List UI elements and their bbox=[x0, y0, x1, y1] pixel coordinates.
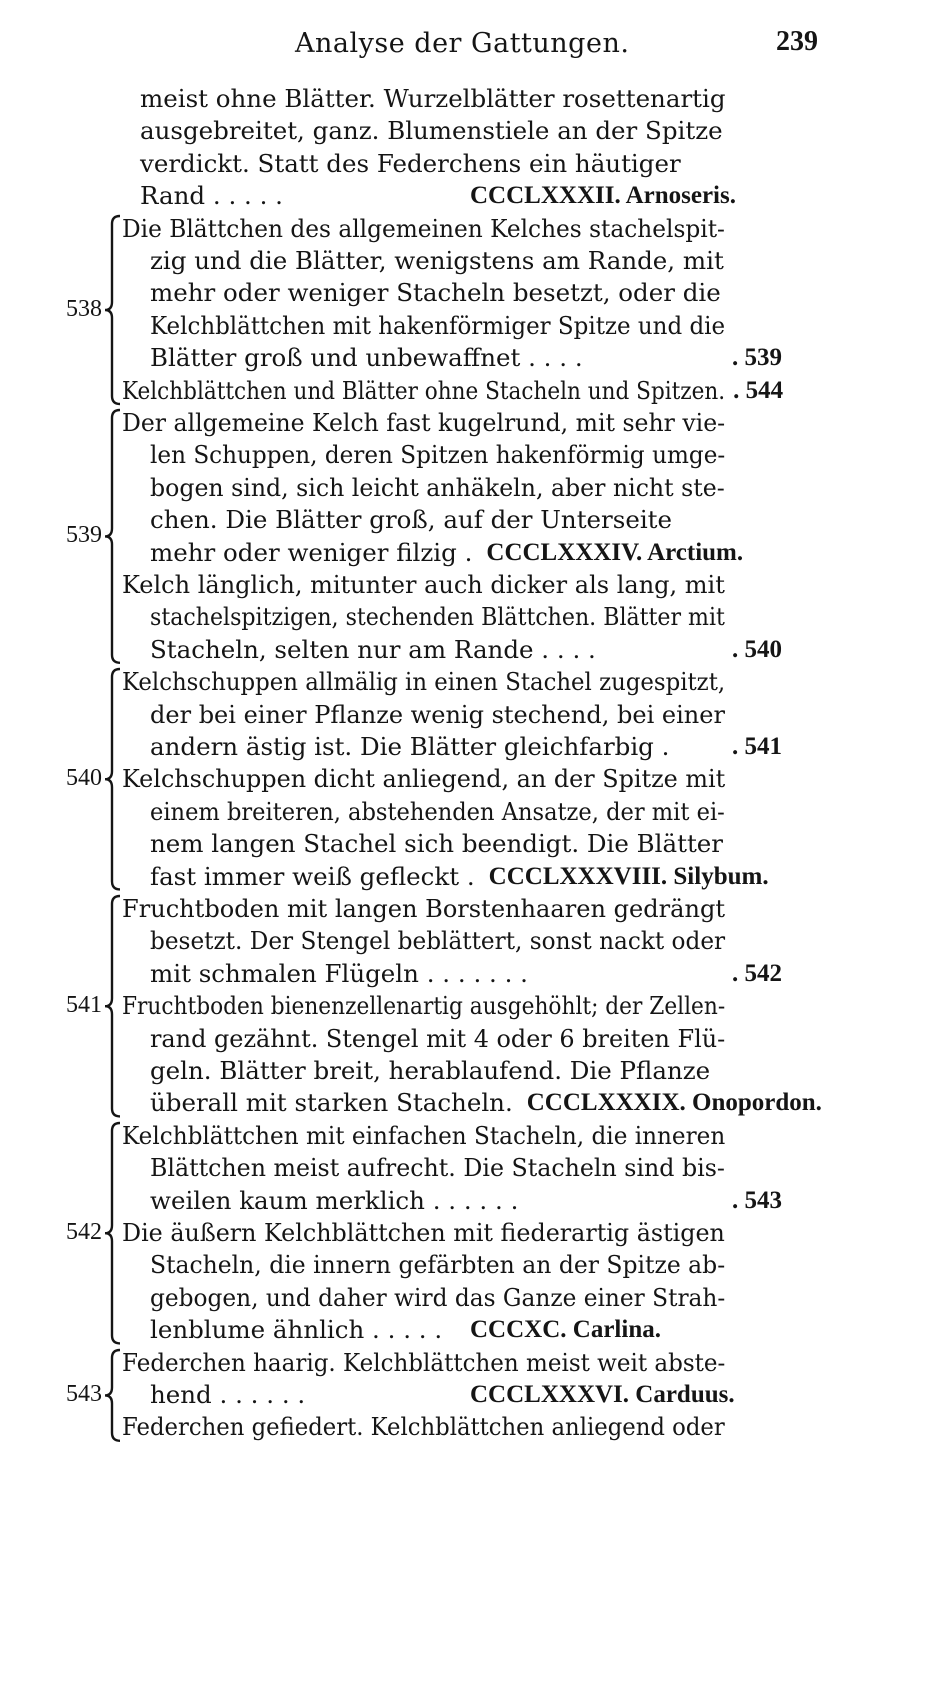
lead-a-line: mehr oder weniger Stacheln besetzt, oder die bbox=[150, 278, 721, 308]
lead-b-line: geln. Blätter breit, herablaufend. Die Pflanze bbox=[150, 1056, 711, 1085]
lead-b-line: Fruchtboden bienenzellenartig ausgehöhlt; der Zellen- bbox=[122, 991, 726, 1021]
lead-reference: . 540 bbox=[732, 635, 782, 663]
genus-result: CCCLXXXIX. Onopordon. bbox=[526, 1089, 822, 1117]
lead-a-line: Der allgemeine Kelch fast kugelrund, mit sehr vie- bbox=[122, 408, 726, 437]
lead-b-line: lenblume ähnlich . . . . . bbox=[150, 1315, 443, 1345]
lead-b-line: überall mit starken Stacheln. bbox=[150, 1088, 513, 1118]
lead-a-line: Kelchblättchen mit hakenförmiger Spitze und die bbox=[150, 310, 726, 340]
lead-b-line: einem breiteren, abstehenden Ansatze, der mit ei- bbox=[150, 796, 725, 826]
lead-a-line: mit schmalen Flügeln . . . . . . . bbox=[150, 958, 528, 988]
lead-a-line: Kelchschuppen allmälig in einen Stachel zugespitzt, bbox=[122, 667, 726, 697]
lead-reference: . 541 bbox=[732, 733, 782, 760]
couplet-number: 539 bbox=[66, 522, 102, 549]
lead-b-line: Kelchblättchen und Blätter ohne Stacheln und Spitzen. bbox=[122, 375, 726, 405]
lead-reference: . 542 bbox=[732, 959, 782, 987]
lead-a-line: Blättchen meist aufrecht. Die Stacheln sind bis- bbox=[150, 1153, 725, 1183]
lead-reference: . 539 bbox=[732, 344, 782, 372]
running-title: Analyse der Gattungen. bbox=[295, 28, 630, 59]
intro-line: meist ohne Blätter. Wurzelblätter rosettenartig bbox=[140, 84, 726, 113]
lead-a-line: zig und die Blätter, wenigstens am Rande, mit bbox=[150, 246, 724, 275]
lead-a-line: Federchen haarig. Kelchblättchen meist weit abste- bbox=[122, 1347, 726, 1377]
lead-b-line: Die äußern Kelchblättchen mit fiederartig ästigen bbox=[122, 1218, 725, 1247]
page-header bbox=[0, 26, 930, 66]
lead-b-line: Kelch länglich, mitunter auch dicker als lang, mit bbox=[122, 570, 725, 599]
genus-result: CCCLXXXVIII. Silybum. bbox=[488, 862, 769, 890]
lead-b-line: Stacheln, selten nur am Rande . . . . bbox=[150, 634, 596, 664]
lead-a-line: Die Blättchen des allgemeinen Kelches stachelspit- bbox=[122, 213, 725, 243]
lead-reference: . 544 bbox=[733, 376, 784, 404]
couplet-number: 538 bbox=[66, 295, 102, 322]
intro-line: Rand . . . . . bbox=[140, 181, 283, 211]
lead-a-line: Fruchtboden mit langen Borstenhaaren gedrängt bbox=[122, 894, 726, 923]
couplet-brace bbox=[104, 214, 124, 406]
genus-result: CCCLXXXIV. Arctium. bbox=[486, 538, 744, 566]
lead-a-line: mehr oder weniger filzig . bbox=[150, 537, 473, 567]
lead-a-line: Kelchblättchen mit einfachen Stacheln, die inneren bbox=[122, 1120, 726, 1150]
lead-b-line: rand gezähnt. Stengel mit 4 oder 6 breiten Flü- bbox=[150, 1023, 726, 1053]
lead-a-line: weilen kaum merklich . . . . . . bbox=[150, 1185, 519, 1215]
page-number: 239 bbox=[776, 26, 818, 57]
couplet-number: 540 bbox=[66, 765, 102, 792]
lead-b-line: stachelspitzigen, stechenden Blättchen. Blätter mit bbox=[150, 602, 725, 632]
genus-result: CCCXC. Carlina. bbox=[470, 1316, 661, 1344]
intro-line: ausgebreitet, ganz. Blumenstiele an der Spitze bbox=[140, 116, 723, 146]
lead-reference: . 543 bbox=[732, 1186, 782, 1214]
lead-a-line: andern ästig ist. Die Blätter gleichfarbig . bbox=[150, 732, 670, 761]
lead-b-line: gebogen, und daher wird das Ganze einer Strah- bbox=[150, 1282, 726, 1312]
genus-result: CCCLXXXVI. Carduus. bbox=[470, 1381, 735, 1408]
lead-b-line: Federchen gefiedert. Kelchblättchen anliegend oder bbox=[122, 1412, 725, 1442]
lead-a-line: besetzt. Der Stengel beblättert, sonst nackt oder bbox=[150, 926, 726, 956]
genus-result: CCCLXXXII. Arnoseris. bbox=[470, 182, 736, 210]
lead-a-line: hend . . . . . . bbox=[150, 1380, 306, 1409]
couplet-brace bbox=[104, 408, 124, 665]
couplet-brace bbox=[104, 1348, 124, 1443]
couplet-number: 542 bbox=[66, 1219, 102, 1245]
lead-a-line: chen. Die Blätter groß, auf der Unterseite bbox=[150, 505, 673, 535]
lead-a-line: bogen sind, sich leicht anhäkeln, aber nicht ste- bbox=[150, 472, 725, 502]
lead-b-line: Kelchschuppen dicht anliegend, an der Spitze mit bbox=[122, 764, 726, 794]
couplet-number: 541 bbox=[66, 992, 102, 1019]
couplet-brace bbox=[104, 1121, 124, 1345]
couplet-number: 543 bbox=[66, 1381, 102, 1407]
lead-b-line: fast immer weiß gefleckt . bbox=[150, 861, 475, 891]
lead-a-line: len Schuppen, deren Spitzen hakenförmig umge- bbox=[150, 440, 726, 470]
lead-a-line: Blätter groß und unbewaffnet . . . . bbox=[150, 343, 583, 373]
couplet-brace bbox=[104, 894, 124, 1118]
lead-a-line: der bei einer Pflanze wenig stechend, bei einer bbox=[150, 699, 725, 729]
lead-b-line: Stacheln, die innern gefärbten an der Spitze ab- bbox=[150, 1250, 726, 1280]
couplet-brace bbox=[104, 667, 124, 891]
lead-b-line: nem langen Stachel sich beendigt. Die Blätter bbox=[150, 829, 724, 859]
intro-line: verdickt. Statt des Federchens ein häutiger bbox=[140, 148, 681, 178]
